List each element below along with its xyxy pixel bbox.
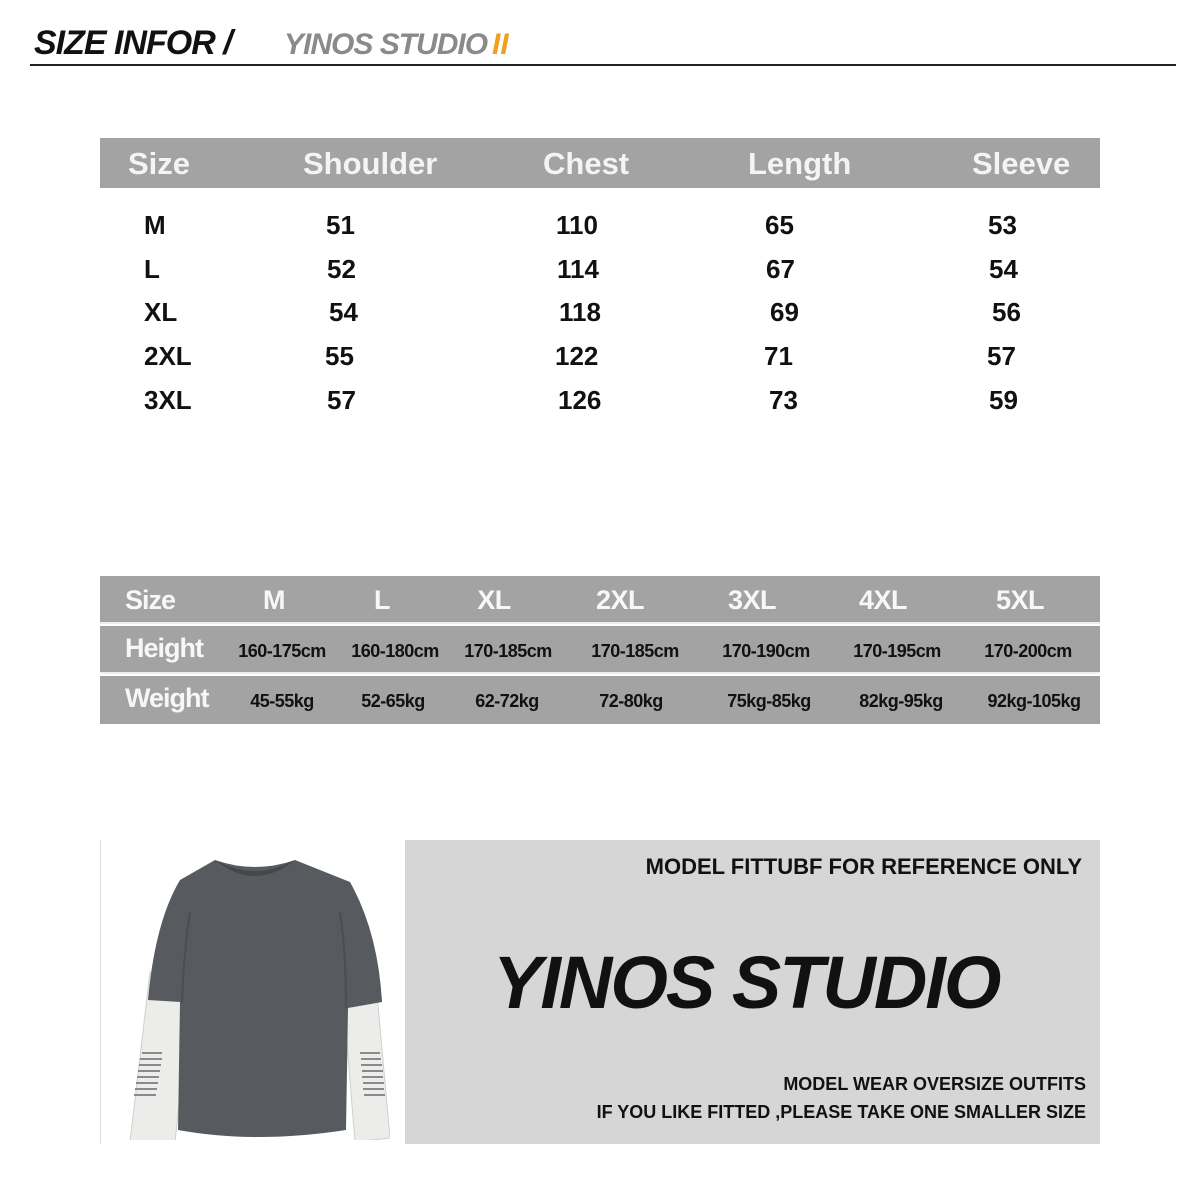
- table-row: [100, 337, 1100, 381]
- cell-chest: 114: [557, 254, 599, 284]
- table-row: [100, 381, 1100, 425]
- fit-header-3xl: 3XL: [727, 585, 777, 615]
- header-brand: YINOS STUDIO: [284, 28, 488, 61]
- cell-shoulder: 51: [326, 210, 355, 240]
- cell-shoulder: 54: [329, 297, 358, 327]
- fit-cell: 75kg-85kg: [727, 691, 811, 711]
- fit-header-4xl: 4XL: [858, 585, 908, 615]
- fit-cell: 52-65kg: [361, 691, 425, 711]
- fit-cell: 170-200cm: [984, 641, 1072, 661]
- page-header: [30, 22, 1176, 66]
- cell-shoulder: 52: [327, 254, 356, 284]
- cell-length: 65: [765, 210, 794, 240]
- table-row: [100, 250, 1100, 294]
- cell-shoulder: 55: [325, 341, 354, 371]
- col-header-length: Length: [748, 146, 852, 181]
- fit-header-5xl: 5XL: [995, 585, 1045, 615]
- fit-header-l: L: [374, 585, 390, 615]
- reference-note-line2: IF YOU LIKE FITTED ,PLEASE TAKE ONE SMALLER SIZE: [596, 1102, 1086, 1122]
- cell-length: 71: [764, 341, 793, 371]
- fit-header-size: Size: [125, 585, 176, 615]
- fit-header-2xl: 2XL: [595, 585, 645, 615]
- reference-panel: [405, 840, 1100, 1144]
- col-header-size: Size: [128, 146, 191, 181]
- shirt-image: [120, 852, 390, 1140]
- fit-cell: 160-175cm: [238, 641, 326, 661]
- cell-chest: 122: [555, 341, 599, 371]
- cell-size: 2XL: [144, 341, 192, 371]
- fit-row-weight: [100, 676, 1100, 724]
- reference-note-line1: MODEL WEAR OVERSIZE OUTFITS: [783, 1074, 1086, 1094]
- cell-sleeve: 57: [987, 341, 1016, 371]
- size-table-header: [100, 138, 1100, 188]
- table-row: [100, 206, 1100, 250]
- fit-cell: 82kg-95kg: [859, 691, 943, 711]
- cell-size: L: [144, 254, 160, 284]
- fit-row-height: [100, 626, 1100, 674]
- fit-cell: 170-185cm: [591, 641, 679, 661]
- fit-cell: 170-195cm: [853, 641, 941, 661]
- cell-size: XL: [144, 297, 178, 327]
- header-mark: II: [492, 28, 509, 61]
- fit-cell: 160-180cm: [351, 641, 439, 661]
- fit-label-height: Height: [125, 633, 203, 663]
- cell-length: 69: [770, 297, 799, 327]
- col-header-shoulder: Shoulder: [303, 146, 438, 181]
- fit-cell: 62-72kg: [475, 691, 539, 711]
- reference-top-note: MODEL FITTUBF FOR REFERENCE ONLY: [645, 854, 1082, 879]
- image-divider: [100, 840, 101, 1144]
- fit-header-m: M: [263, 585, 285, 615]
- fit-cell: 170-190cm: [722, 641, 810, 661]
- fit-cell: 170-185cm: [464, 641, 552, 661]
- fit-header-xl: XL: [477, 585, 511, 615]
- fit-cell: 72-80kg: [599, 691, 663, 711]
- fit-cell: 92kg-105kg: [987, 691, 1081, 711]
- cell-length: 73: [769, 385, 798, 415]
- reference-brand: YINOS STUDIO: [493, 941, 1000, 1024]
- fit-table-header: [100, 576, 1100, 624]
- cell-size: M: [144, 210, 166, 240]
- col-header-sleeve: Sleeve: [972, 146, 1071, 181]
- cell-size: 3XL: [144, 385, 192, 415]
- cell-sleeve: 54: [989, 254, 1018, 284]
- cell-sleeve: 56: [992, 297, 1021, 327]
- cell-chest: 110: [556, 210, 598, 240]
- cell-sleeve: 53: [988, 210, 1017, 240]
- cell-shoulder: 57: [327, 385, 356, 415]
- fit-cell: 45-55kg: [250, 691, 314, 711]
- cell-sleeve: 59: [989, 385, 1018, 415]
- cell-length: 67: [766, 254, 795, 284]
- cell-chest: 118: [559, 297, 601, 327]
- col-header-chest: Chest: [543, 146, 630, 181]
- header-title: SIZE INFOR /: [34, 24, 232, 62]
- table-row: [100, 293, 1100, 337]
- fit-label-weight: Weight: [125, 683, 209, 713]
- cell-chest: 126: [558, 385, 602, 415]
